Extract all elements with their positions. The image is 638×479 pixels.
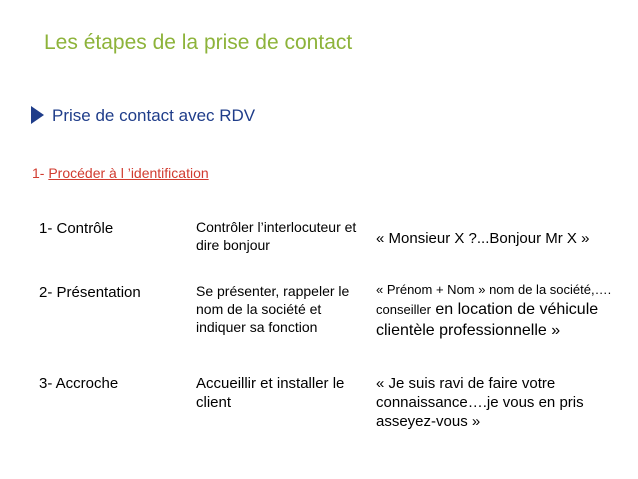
row-2-example: [376, 280, 626, 341]
row-2-label: 2- Présentation: [39, 284, 141, 301]
row-3-label: 3- Accroche: [39, 375, 119, 392]
row-3-example: « Je suis ravi de faire votre connaissance….je vous en pris asseyez-vous »: [376, 375, 584, 430]
row-1-label: 1- Contrôle: [39, 220, 114, 237]
row-1-description: Contrôler l’interlocuteur et dire bonjour: [196, 219, 357, 253]
row-2-example-part2: en location de véhicule clientèle professionnelle »: [376, 301, 599, 339]
step-heading: [32, 165, 209, 181]
row-3-description: Accueillir et installer le client: [196, 375, 345, 411]
step-number: 1-: [32, 165, 49, 181]
slide-subtitle: [31, 106, 255, 126]
triangle-bullet-icon: [31, 106, 44, 124]
row-2-description: Se présenter, rappeler le nom de la société et indiquer sa fonction: [196, 283, 350, 335]
slide-subtitle-text: Prise de contact avec RDV: [52, 106, 256, 125]
row-2-example-part1: « Prénom + Nom » nom de la société,…. conseiller: [376, 282, 612, 317]
slide-title: [16, 31, 352, 55]
slide-title-text: Les étapes de la prise de contact: [44, 31, 353, 54]
step-link[interactable]: Procéder à l ’identification: [48, 165, 209, 181]
row-1-example: « Monsieur X ?...Bonjour Mr X »: [376, 230, 590, 247]
